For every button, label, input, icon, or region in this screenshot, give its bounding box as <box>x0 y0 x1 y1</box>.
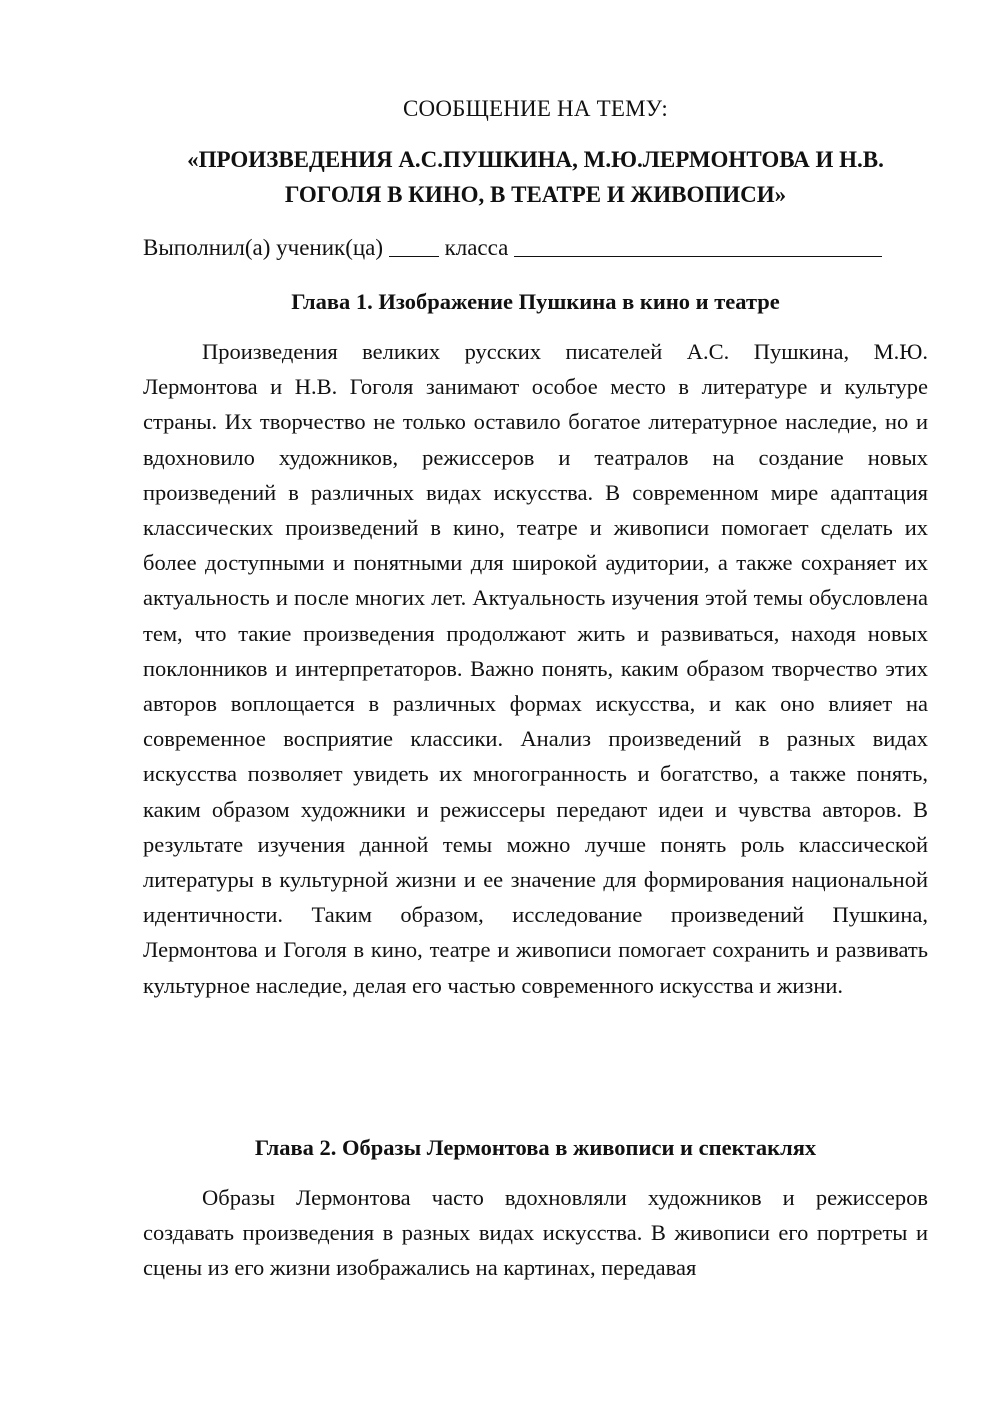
chapter-2-heading: Глава 2. Образы Лермонтова в живописи и спектаклях <box>254 1135 817 1160</box>
author-class-label: класса <box>444 235 509 260</box>
document-title-line-1: «ПРОИЗВЕДЕНИЯ А.С.ПУШКИНА, М.Ю.ЛЕРМОНТОВА И Н.В. <box>187 147 884 172</box>
document-title <box>143 142 928 212</box>
chapter-1-heading: Глава 1. Изображение Пушкина в кино и театре <box>291 289 780 314</box>
document-title-line-2: ГОГОЛЯ В КИНО, В ТЕАТРЕ И ЖИВОПИСИ» <box>284 182 787 207</box>
chapter-2-paragraph: Образы Лермонтова часто вдохновляли художников и режиссеров создавать произведения в разных видах искусства. В живописи его портреты и сцены из его жизни изображались на картинах, передавая <box>143 1185 928 1281</box>
student-name-blank <box>514 234 882 257</box>
topic-heading: СООБЩЕНИЕ НА ТЕМУ: <box>403 96 668 121</box>
chapter-1-paragraph: Произведения великих русских писателей А.С. Пушкина, М.Ю. Лермонтова и Н.В. Гоголя занимают особое место в литературе и культуре страны. Их творчество не только оставило богатое литературное наследие, но и вдохновило художников, режиссеров и театралов на создание новых произведений в различных видах искусства. В современном мире адаптация классических произведений в кино, театре и живописи помогает сделать их более доступными и понятными для широкой аудитории, а также сохраняет их актуальность и после многих лет. Актуальность изучения этой темы обусловлена тем, что такие произведения продолжают жить и развиваться, находя новых поклонников и интерпретаторов. Важно понять, каким образом творчество этих авторов воплощается в различных формах искусства, и как оно влияет на современное восприятие классики. Анализ произведений в разных видах искусства позволяет увидеть их многогранность и богатство, а также понять, каким образом художники и режиссеры передают идеи и чувства авторов. В результате изучения данной темы можно лучше понять роль классической литературы в культурной жизни и ее значение для формирования национальной идентичности. Таким образом, исследование произведений Пушкина, Лермонтова и Гоголя в кино, театре и живописи помогает сохранить и развивать культурное наследие, делая его частью современного искусства и жизни. <box>143 339 928 998</box>
author-prefix: Выполнил(а) ученик(ца) <box>143 235 384 260</box>
author-line <box>143 232 928 263</box>
class-number-blank <box>389 234 439 257</box>
